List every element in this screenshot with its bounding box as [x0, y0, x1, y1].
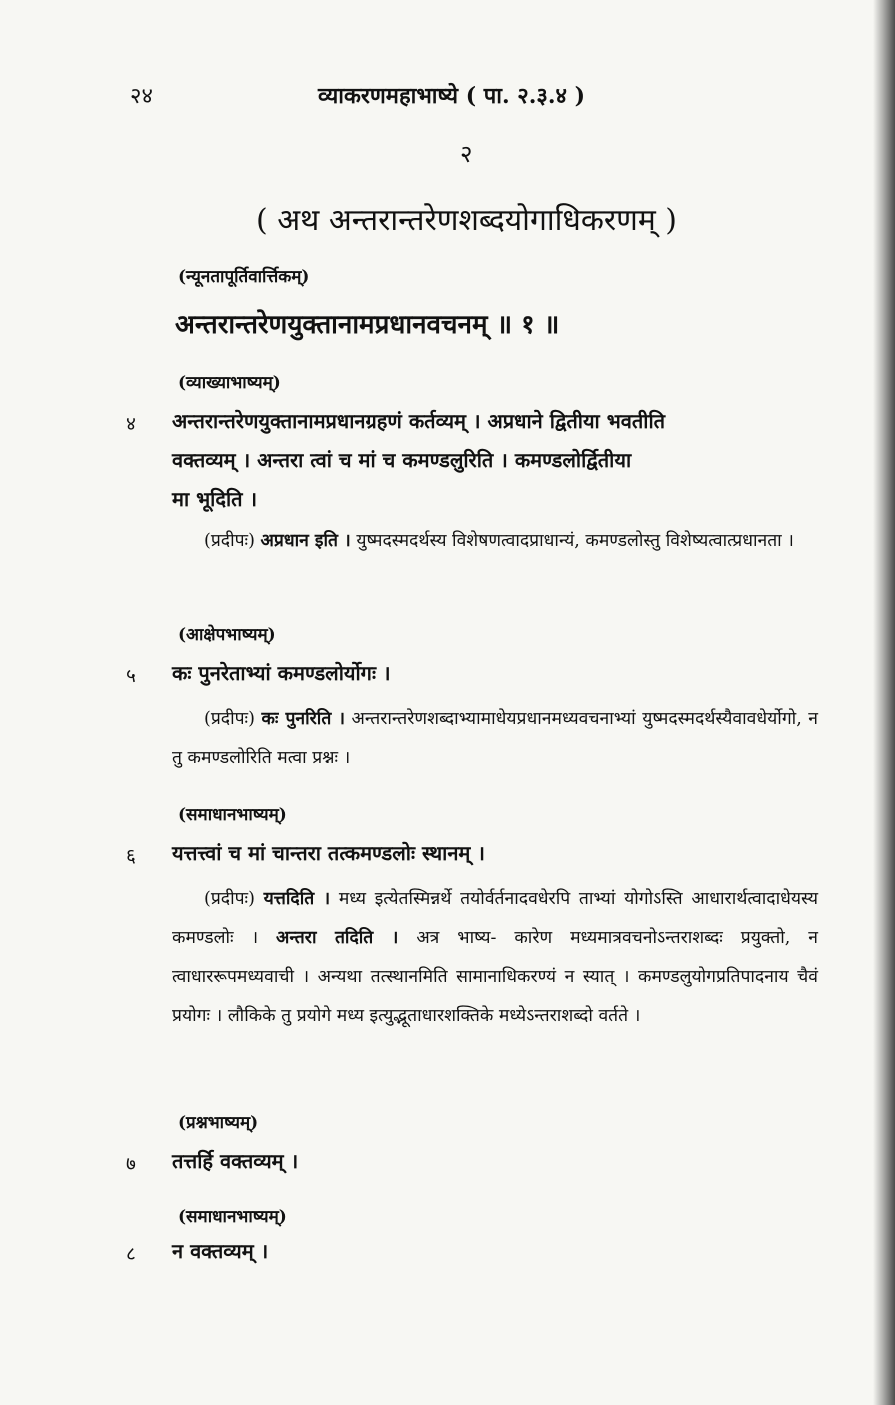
pradipa-paragraph-5	[172, 700, 818, 778]
pradipa-paragraph-6	[172, 880, 818, 1036]
bhashya-paragraph-7: तत्तर्हि वक्तव्यम् ।	[172, 1149, 299, 1173]
paragraph-number-7: ७	[126, 1153, 136, 1175]
pradipa-tag: (प्रदीपः)	[204, 531, 255, 551]
label-nyunata: (न्यूनतापूर्तिवार्त्तिकम्)	[178, 267, 310, 287]
pradipa-6-line-2a: योगोऽस्ति आधारार्थत्वादाधेयस्य कमण्डलोः ।	[172, 889, 818, 948]
pradipa-pratika: कः पुनरिति ।	[261, 709, 345, 729]
paragraph-number-6: ६	[126, 845, 136, 867]
pradipa-tag: (प्रदीपः)	[204, 709, 255, 729]
paragraph-number-8: ८	[126, 1243, 136, 1265]
pradipa-4-line-2: विशेष्यत्वात्प्रधानता ।	[665, 531, 794, 551]
running-head: व्याकरणमहाभाष्ये ( पा. २.३.४ )	[318, 83, 585, 109]
section-number: २	[460, 140, 473, 168]
bhashya-paragraph-6: यत्तत्त्वां च मां चान्तरा तत्कमण्डलोः स्थानम् ।	[172, 841, 485, 865]
paragraph-number-5: ५	[126, 665, 136, 687]
bhashya-paragraph-4	[172, 402, 822, 519]
label-prashna: (प्रश्नभाष्यम्)	[178, 1113, 259, 1133]
bhashya-paragraph-8: न वक्तव्यम् ।	[172, 1239, 269, 1263]
pradipa-pratika-2: अन्तरा तदिति ।	[276, 928, 399, 948]
pradipa-6-line-5: लौकिके तु प्रयोगे मध्य इत्युद्भूताधारशक्तिके मध्येऽन्तराशब्दो वर्तते ।	[227, 1006, 641, 1026]
bhashya-4-line-2: वक्तव्यम् । अन्तरा त्वां च मां च कमण्डलुरिति । कमण्डलोर्द्वितीया	[172, 448, 632, 472]
pradipa-6-line-1: मध्य इत्येतस्मिन्नर्थे तयोर्वर्तनादवधेरपि ताभ्यां	[338, 889, 616, 909]
vartika-text: अन्तरान्तरेणयुक्तानामप्रधानवचनम् ॥ १ ॥	[175, 310, 560, 340]
pradipa-6-line-4: तत्स्थानमिति सामानाधिकरण्यं न स्यात् । कमण्डलुयोगप्रतिपादनाय चैवं प्रयोगः ।	[172, 967, 818, 1026]
pradipa-5-line-1: अन्तरान्तरेणशब्दाभ्यामाधेयप्रधानमध्यवचनाभ्यां	[351, 709, 636, 729]
scanned-page-edge	[873, 0, 895, 1405]
label-vyakhya: (व्याख्याभाष्यम्)	[178, 373, 281, 393]
pradipa-tag: (प्रदीपः)	[204, 889, 255, 909]
label-akshepa: (आक्षेपभाष्यम्)	[178, 625, 276, 645]
paragraph-number-4: ४	[126, 413, 136, 435]
pradipa-6-line-3: कारेण मध्यमात्रवचनोऽन्तराशब्दः प्रयुक्तो, न त्वाधाररूपमध्यवाची । अन्यथा	[172, 928, 818, 987]
page-number: २४	[130, 84, 153, 109]
section-title: ( अथ अन्तरान्तरेणशब्दयोगाधिकरणम् )	[256, 203, 678, 238]
bhashya-paragraph-5: कः पुनरेताभ्यां कमण्डलोर्योगः ।	[172, 661, 391, 685]
pradipa-paragraph-4	[172, 522, 818, 561]
pradipa-5-line-2: युष्मदस्मदर्थस्यैवावधेर्योगो, न तु कमण्डलोरिति मत्वा प्रश्नः ।	[172, 709, 818, 768]
label-samadhana-2: (समाधानभाष्यम्)	[178, 1207, 287, 1227]
pradipa-pratika: अप्रधान इति ।	[260, 531, 351, 551]
pradipa-4-line-1: युष्मदस्मदर्थस्य विशेषणत्वादप्राधान्यं, कमण्डलोस्तु	[356, 531, 661, 551]
label-samadhana-1: (समाधानभाष्यम्)	[178, 805, 287, 825]
bhashya-4-line-3: मा भूदिति ।	[172, 487, 258, 511]
bhashya-4-line-1: अन्तरान्तरेणयुक्तानामप्रधानग्रहणं कर्तव्यम् । अप्रधाने द्वितीया भवतीति	[172, 409, 666, 433]
pradipa-pratika: यत्तदिति ।	[263, 889, 331, 909]
pradipa-6-line-2c: अत्र भाष्य-	[416, 928, 497, 948]
